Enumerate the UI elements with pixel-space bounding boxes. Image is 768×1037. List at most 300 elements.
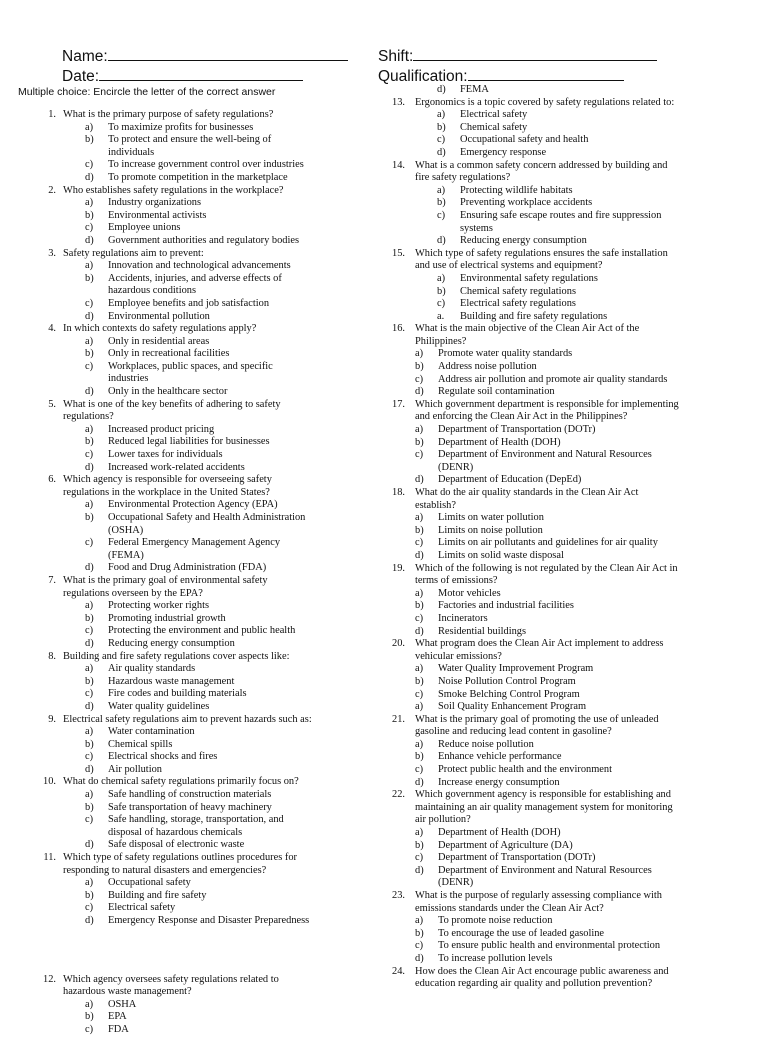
choice-letter: a) [85,121,94,133]
answer-choice[interactable] [0,1011,312,1024]
choice-letter: c) [85,625,94,637]
choice-letter: d) [437,146,446,158]
choice-text: Water contamination [108,726,195,738]
choice-letter: d) [85,700,94,712]
question-text: What is one of the key benefits of adhering to safety regulations? [63,398,281,423]
choice-text: Motor vehicles [438,587,501,599]
choice-letter: b) [85,436,94,448]
choice-text: Workplaces, public spaces, and specific industries [108,360,273,385]
choice-letter: c) [415,764,424,776]
choice-letter: c) [85,814,94,826]
answer-choice[interactable] [0,827,680,840]
choice-text: Increase energy consumption [438,776,560,788]
answer-choice[interactable] [0,852,680,865]
choice-letter: a) [85,423,94,435]
instructions: Multiple choice: Encircle the letter of the correct answer [18,86,276,98]
choice-text: Address air pollution and promote air quality standards [438,373,668,385]
answer-choice[interactable] [0,361,680,374]
choice-letter: a) [85,998,94,1010]
question-text: What program does the Clean Air Act implement to address vehicular emissions? [415,638,664,662]
choice-letter: d) [415,952,424,964]
question-item [0,323,680,348]
answer-choice[interactable] [0,840,680,853]
choice-text: To increase government control over industries [108,159,304,171]
choice-text: Reducing energy consumption [108,637,235,649]
choice-letter: a) [85,197,94,209]
choice-letter: b) [85,738,94,750]
choice-letter: a) [415,701,424,713]
question-number: 21. [392,713,405,725]
question-number: 7. [48,574,56,586]
question-text: What is the primary purpose of safety regulations? [63,109,274,120]
choice-text: Hazardous waste management [108,675,235,687]
answer-choice[interactable] [0,588,680,601]
question-text: Ergonomics is a topic covered by safety regulations related to: [415,96,675,108]
question-number: 19. [392,562,405,574]
name-label: Name: [62,48,108,65]
choice-text: Promoting industrial growth [108,612,226,624]
choice-letter: b) [415,675,424,687]
choice-letter: a) [85,789,94,801]
answer-choice[interactable] [0,185,680,198]
question-number: 1. [48,109,56,120]
answer-choice[interactable] [0,348,680,361]
choice-letter: b) [85,675,94,687]
question-number: 6. [48,474,56,486]
choice-letter: b) [85,801,94,813]
question-number: 17. [392,398,405,410]
question-text: Building and fire safety regulations cover aspects like: [63,650,290,662]
choice-text: Protecting wildlife habitats [460,184,573,196]
choice-letter: c) [437,209,446,221]
choice-letter: c) [415,537,424,549]
answer-choice[interactable] [0,210,680,235]
choice-letter: b) [85,272,94,284]
choice-text: Lower taxes for individuals [108,449,223,461]
choice-text: Accidents, injuries, and adverse effects of hazardous conditions [108,272,282,297]
choice-letter: d) [85,386,94,398]
question-item [0,789,680,827]
choice-letter: b) [415,600,424,612]
date-label: Date: [62,68,100,85]
choice-letter: d) [85,234,94,246]
choice-letter: d) [85,171,94,183]
choice-text: Limits on solid waste disposal [438,549,564,561]
choice-letter: d) [85,637,94,649]
question-item [0,714,680,739]
shift-label: Shift: [378,48,414,65]
choice-text: Environmental Protection Agency (EPA) [108,499,278,511]
choice-letter: b) [415,839,424,851]
question-number: 8. [48,650,56,662]
choice-letter: c) [85,537,94,549]
carryover-choice[interactable] [0,84,680,97]
answer-choice[interactable] [0,273,680,286]
answer-choice[interactable] [0,689,680,702]
choice-letter: d) [415,625,424,637]
choice-letter: a) [85,726,94,738]
name-field[interactable] [62,46,348,66]
choice-text: Noise Pollution Control Program [438,675,576,687]
choice-letter: a) [85,877,94,889]
choice-text: Preventing workplace accidents [460,197,593,209]
choice-letter: b) [85,209,94,221]
answer-choice[interactable] [0,449,680,474]
choice-letter: d) [415,776,424,788]
choice-text: Reducing energy consumption [460,235,587,247]
choice-text: Residential buildings [438,625,527,637]
answer-choice[interactable] [0,298,680,311]
choice-letter: a) [85,335,94,347]
choice-letter: a) [85,600,94,612]
date-field[interactable] [62,66,303,86]
choice-text: Water quality guidelines [108,700,210,712]
answer-choice[interactable] [0,940,680,953]
choice-letter: d) [85,915,94,926]
question-number: 20. [392,638,405,650]
right-question-column [0,84,680,991]
choice-text: Government authorities and regulatory bodies [108,234,300,246]
question-text: How does the Clean Air Act encourage public awareness and education regarding air quality and pollution prevention? [415,965,669,990]
question-number: 11. [43,852,56,864]
choice-letter: c) [437,298,446,310]
choice-letter: d) [437,84,446,95]
choice-text: Air quality standards [108,663,196,675]
answer-choice[interactable] [0,525,680,538]
choice-text: Electrical safety [460,109,528,121]
choice-text: Innovation and technological advancements [108,260,291,272]
choice-letter: a) [85,260,94,272]
question-text: In which contexts do safety regulations apply? [63,323,257,335]
qualification-blank-line[interactable] [468,66,624,81]
question-text: What is the primary goal of environmental safety regulations overseen by the EPA? [63,574,268,599]
choice-letter: c) [85,159,94,171]
choice-text: Incinerators [438,612,488,624]
choice-text: To promote competition in the marketplace [108,171,288,183]
choice-text: Federal Emergency Management Agency (FEMA) [108,537,281,561]
question-text: What is a common safety concern addressed by building and fire safety regulations? [415,159,668,184]
shift-blank-line[interactable] [413,46,657,61]
answer-choice[interactable] [0,134,680,147]
choice-text: Chemical safety [460,121,528,133]
choice-text: Reduce noise pollution [438,738,534,750]
choice-text: Safe disposal of electronic waste [108,839,245,851]
choice-letter: a) [415,663,424,675]
choice-letter: c) [415,852,424,864]
answer-choice[interactable] [0,386,680,399]
choice-letter: c) [415,612,424,624]
choice-letter: c) [85,688,94,700]
answer-choice[interactable] [0,197,680,210]
choice-text: Water Quality Improvement Program [438,663,594,675]
question-number: 3. [48,247,56,259]
question-number: 22. [392,789,405,801]
choice-text: Only in the healthcare sector [108,386,228,398]
answer-choice[interactable] [0,550,680,563]
choice-text: Increased work-related accidents [108,461,245,473]
question-number: 14. [392,159,405,171]
question-number: 4. [48,323,56,335]
choice-text: Protecting worker rights [108,600,209,612]
choice-text: Limits on noise pollution [438,524,543,536]
choice-text: OSHA [108,998,137,1010]
choice-letter: c) [437,134,446,146]
question-text: Which agency is responsible for overseeing safety regulations in the workplace in the United States? [63,474,272,498]
choice-text: Environmental safety regulations [460,272,598,284]
question-item [0,966,680,991]
choice-letter: b) [437,121,446,133]
answer-choice[interactable] [0,474,680,487]
answer-choice[interactable] [0,1024,312,1037]
choice-text: Only in recreational facilities [108,348,230,360]
date-blank-line[interactable] [99,66,303,81]
choice-letter: b) [415,436,424,448]
choice-letter: a) [85,663,94,675]
shift-field[interactable] [378,46,657,66]
choice-letter: c) [85,297,94,309]
choice-text: Department of Transportation (DOTr) [438,852,596,864]
choice-letter: b) [85,134,94,146]
choice-letter: d) [415,386,424,398]
choice-letter: d) [85,763,94,775]
choice-text: Department of Health (DOH) [438,436,561,448]
choice-text: Department of Transportation (DOTr) [438,424,596,436]
question-text: Who establishes safety regulations in the workplace? [63,184,284,196]
answer-choice[interactable] [0,286,680,299]
answer-choice[interactable] [0,600,680,613]
qualification-field[interactable] [378,66,624,86]
answer-choice[interactable] [0,764,680,777]
answer-choice[interactable] [0,865,680,890]
choice-letter: b) [415,927,424,939]
choice-text: Department of Agriculture (DA) [438,839,573,851]
answer-choice[interactable] [0,235,680,248]
choice-letter: b) [85,1011,94,1023]
choice-letter: a) [437,109,446,121]
answer-choice[interactable] [0,437,680,450]
question-text: Which of the following is not regulated by the Clean Air Act in terms of emissions? [415,562,678,587]
choice-letter: c) [85,449,94,461]
choice-text: FDA [108,1023,129,1035]
choice-letter: c) [85,1023,94,1035]
question-number: 15. [392,247,405,259]
choice-letter: a) [415,738,424,750]
answer-choice[interactable] [0,147,680,160]
answer-choice[interactable] [0,915,680,928]
choice-text: Increased product pricing [108,423,215,435]
choice-letter: b) [85,348,94,360]
choice-letter: a) [415,424,424,436]
choice-text: Reduced legal liabilities for businesses [108,436,270,448]
choice-letter: a) [415,348,424,360]
choice-text: Address noise pollution [438,361,537,373]
choice-letter: b) [437,197,446,209]
question-item [0,638,680,663]
choice-text: To ensure public health and environmental protection [438,940,661,952]
choice-text: Fire codes and building materials [108,688,247,700]
question-text: Electrical safety regulations aim to prevent hazards such as: [63,713,312,725]
choice-letter: a) [415,915,424,927]
choice-text: Employee unions [108,222,181,234]
answer-choice[interactable] [0,613,680,626]
choice-text: Environmental pollution [108,310,210,322]
choice-text: Occupational safety and health [460,134,589,146]
choice-letter: c) [85,751,94,763]
choice-text: Building and fire safety [108,889,207,901]
answer-choice[interactable] [0,999,312,1012]
question-number: 23. [392,890,405,901]
answer-choice[interactable] [0,374,680,387]
choice-letter: c) [415,688,424,700]
choice-letter: d) [85,839,94,851]
question-text: Safety regulations aim to prevent: [63,247,204,259]
choice-text: Employee benefits and job satisfaction [108,297,270,309]
choice-text: FEMA [460,84,489,95]
choice-text: Electrical safety [108,902,176,914]
answer-choice[interactable] [0,626,680,639]
choice-letter: c) [85,902,94,914]
choice-text: Occupational safety [108,877,191,889]
name-blank-line[interactable] [108,46,348,61]
choice-text: Environmental activists [108,209,207,221]
question-number: 2. [48,184,56,196]
question-text: Which type of safety regulations outlines procedures for responding to natural disasters and emergencies? [63,852,298,876]
choice-letter: d) [85,461,94,473]
question-item [0,248,680,273]
answer-choice[interactable] [0,109,680,122]
choice-text: To increase pollution levels [438,952,553,964]
question-item [0,563,680,588]
choice-letter: b) [415,361,424,373]
choice-text: Electrical safety regulations [460,298,576,310]
choice-letter: d) [415,474,424,486]
question-number: 16. [392,323,405,335]
choice-text: Safe handling of construction materials [108,789,272,801]
choice-letter: c) [415,940,424,952]
question-number: 5. [48,398,56,410]
choice-letter: c) [415,373,424,385]
question-item [0,890,680,915]
choice-letter: d) [85,562,94,574]
choice-letter: b) [85,612,94,624]
question-number: 24. [392,965,405,977]
choice-letter: b) [415,751,424,763]
choice-text: To protect and ensure the well-being of individuals [108,134,272,158]
answer-choice[interactable] [0,663,680,676]
choice-text: Limits on air pollutants and guidelines for air quality [438,537,658,549]
choice-letter: b) [85,889,94,901]
choice-letter: a) [415,587,424,599]
question-number: 13. [392,96,405,108]
choice-text: Department of Environment and Natural Resources (DENR) [438,449,652,473]
choice-letter: d) [415,864,424,876]
choice-text: Only in residential areas [108,335,210,347]
answer-choice[interactable] [0,928,680,941]
question-item [0,97,680,110]
answer-choice[interactable] [0,311,680,324]
choice-text: Department of Environment and Natural Resources (DENR) [438,864,652,889]
choice-text: To promote noise reduction [438,915,553,927]
question-item [0,487,680,512]
choice-letter: a) [415,512,424,524]
choice-text: Electrical shocks and fires [108,751,218,763]
choice-text: Industry organizations [108,197,202,209]
choice-text: Regulate soil contamination [438,386,555,398]
choice-text: Air pollution [108,763,162,775]
answer-choice[interactable] [0,701,680,714]
choice-text: Department of Health (DOH) [438,827,561,839]
choice-text: Occupational Safety and Health Administration (OSHA) [108,512,306,536]
choice-letter: d) [437,235,446,247]
answer-choice[interactable] [0,424,680,437]
question-number: 18. [392,487,405,498]
answer-choice[interactable] [0,122,680,135]
question-text: What is the primary goal of promoting the use of unleaded gasoline and reducing lead content in gasoline? [415,713,659,738]
answer-choice[interactable] [0,512,680,525]
choice-text: Emergency response [460,146,547,158]
question-number: 9. [48,713,56,725]
question-text: Which government agency is responsible for establishing and maintaining an air quality management system for monitoring air pollution? [415,789,673,826]
answer-choice[interactable] [0,676,680,689]
choice-text: Building and fire safety regulations [460,310,608,322]
choice-letter: c) [415,449,424,461]
choice-letter: a) [415,827,424,839]
choice-text: Protect public health and the environment [438,764,612,776]
choice-text: Food and Drug Administration (FDA) [108,562,267,574]
question-item [0,399,680,424]
choice-text: Factories and industrial facilities [438,600,574,612]
answer-choice[interactable] [0,953,680,966]
choice-text: Chemical safety regulations [460,285,576,297]
answer-choice[interactable] [0,739,680,752]
choice-text: To encourage the use of leaded gasoline [438,927,605,939]
question-text: Which type of safety regulations ensures the safe installation and use of electrical systems and equipment? [415,247,668,272]
question-text: Which government department is responsible for implementing and enforcing the Clean Air Act in the Philippines? [415,398,679,423]
choice-text: Safe handling, storage, transportation, and disposal of hazardous chemicals [108,814,284,838]
choice-text: Soil Quality Enhancement Program [438,701,587,713]
choice-letter: d) [415,549,424,561]
choice-text: Safe transportation of heavy machinery [108,801,272,813]
choice-text: To maximize profits for businesses [108,121,254,133]
choice-text: Emergency Response and Disaster Preparedness [108,915,310,926]
question-text: Which agency oversees safety regulations related to hazardous waste management? [63,973,279,998]
choice-letter: b) [85,512,94,523]
choice-letter: a) [437,272,446,284]
choice-letter: b) [437,285,446,297]
question-text: What is the purpose of regularly assessing compliance with emissions standards under the Clean Air Act? [415,890,663,914]
choice-text: Ensuring safe escape routes and fire suppression systems [460,209,662,234]
question-text: What do chemical safety regulations primarily focus on? [63,776,299,788]
choice-letter: c) [85,360,94,372]
question-number: 10. [43,776,56,788]
choice-text: Limits on water pollution [438,512,544,524]
choice-letter: b) [415,524,424,536]
question-item [0,160,680,185]
answer-choice[interactable] [0,777,680,790]
question-text: What do the air quality standards in the Clean Air Act establish? [415,487,639,511]
choice-text: Smoke Belching Control Program [438,688,580,700]
choice-text: EPA [108,1011,127,1023]
answer-choice[interactable] [0,751,680,764]
choice-letter: a) [437,184,446,196]
choice-letter: d) [85,310,94,322]
answer-choice[interactable] [0,537,680,550]
choice-letter: a) [85,499,94,511]
choice-letter: a. [437,310,445,322]
choice-text: Promote water quality standards [438,348,573,360]
question-text: What is the main objective of the Clean Air Act of the Philippines? [415,323,640,347]
choice-text: Enhance vehicle performance [438,751,562,763]
